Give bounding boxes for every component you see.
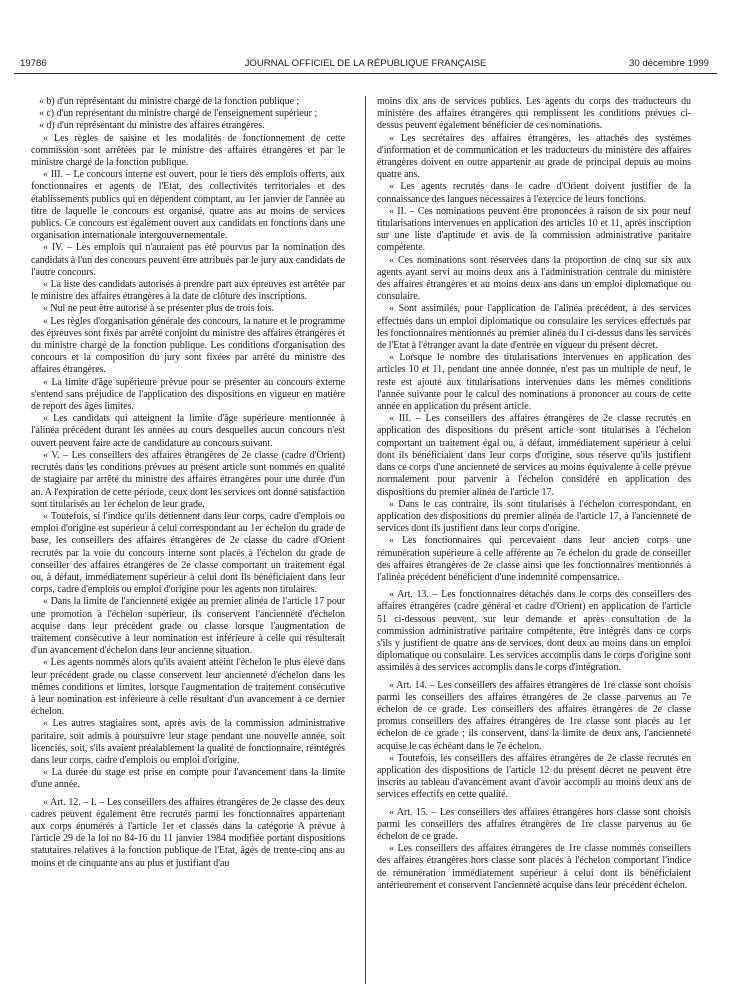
paragraph: « V. – Les conseillers des affaires étrangères de 2e classe (cadre d'Orient) recrutés dans les conditions prévues au présent article sont nommés en qualité de stagiaire par arrêté du ministre des affaires étrangères pour une durée d'un an. A l'expiration de cette période, ceux dont les services ont donné satisfaction sont titularisés au 1er échelon de leur grade. — [31, 449, 345, 510]
paragraph: « Les autres stagiaires sont, après avis de la commission administrative paritaire, soit admis à poursuivre leur stage pendant une nouvelle année, soit licenciés, soit, s'ils avaient préalablement la qualité de fonctionnaire, réintégrés dans leur corps, cadre d'emplois ou emploi d'origine. — [31, 718, 345, 766]
paragraph: « d) d'un représentant du ministre des affaires étrangères. — [39, 120, 265, 132]
paragraph: « Les règles de saisine et les modalités de fonctionnement de cette commission sont arrêtées par le ministre des affaires étrangères et par le ministre chargé de la fonction publique. — [31, 132, 345, 169]
paragraph: « Ces nominations sont réservées dans la proportion de cinq sur six aux agents ayant servi au moins deux ans à l'administration centrale du ministère des affaires étrangères et au moins deux ans dans un emploi diplomatique ou consulaire. — [377, 254, 691, 303]
paragraph: « Les conseillers des affaires étrangères de 1re classe nommés conseillers des affaires étrangères hors classe sont placés à l'échelon comportant l'indice de rémunération immédiatement supérieur à celui dont ils bénéficiaient antérieurement et conservent l'ancienneté acquise dans leur précédent échelon. — [377, 843, 691, 891]
paragraph: « Les candidats qui atteignent la limite d'âge supérieure mentionnée à l'alinéa précédent durant les années au cours desquelles aucun concours n'est ouvert peuvent faire acte de candidature au concours suivant. — [31, 413, 345, 449]
left-column — [31, 96, 345, 984]
paragraph: « Nul ne peut être autorisé à se présenter plus de trois fois. — [43, 303, 274, 315]
paragraph: « IV. – Les emplois qui n'auraient pas été pourvus par la nomination des candidats à l'un des concours peuvent être attribués par le jury aux candidats de l'autre concours. — [31, 242, 345, 278]
paragraph: « c) d'un représentant du ministre chargé de l'enseignement supérieur ; — [39, 108, 318, 120]
column-divider — [365, 96, 366, 984]
paragraph: « II. – Ces nominations peuvent être prononcées à raison de six pour neuf titularisations intervenues en application des articles 10 et 11, après inscription sur une liste d'aptitude et avis de la commission administrative paritaire compétente. — [377, 205, 691, 254]
paragraph: « Les règles d'organisation générale des concours, la nature et le programme des épreuves sont fixés par arrêté conjoint du ministre des affaires étrangères et du ministre chargé de la fonction publique. Les conditions d'organisation des concours et la composition du jury sont fixées par arrêté du ministre des affaires étrangères. — [31, 315, 345, 376]
header-rule — [14, 73, 717, 74]
paragraph: « III. – Le concours interne est ouvert, pour le tiers des emplois offerts, aux fonctionnaires et agents de l'Etat, des collectivités territoriales et des établissements publics qui en dépendent comptant, au 1er janvier de l'année au titre de laquelle le concours est organisé, quatre ans au moins de services publics. Ce concours est également ouvert aux candidats en fonctions dans une organisation internationale intergouvernementale. — [31, 169, 345, 242]
right-column — [377, 96, 691, 984]
paragraph: « La limite d'âge supérieure prévue pour se présenter au concours externe s'entend sans préjudice de l'application des dispositions en vigueur en matière de report des âges limites. — [31, 376, 345, 413]
page-number: 19786 — [20, 58, 47, 69]
page-header — [12, 58, 719, 72]
paragraph: « Art. 14. – Les conseillers des affaires étrangères de 1re classe sont choisis parmi les conseillers des affaires étrangères de 2e classe parvenus au 7e échelon de ce grade. Les conseillers des affaires étrangères de 2e classe promus conseillers des affaires étrangères de 1re classe sont placés au 1er échelon de ce grade ; ils conservent, dans la limite de deux ans, l'ancienneté acquise le cas échéant dans le 7e échelon. — [377, 679, 691, 752]
paragraph: « Sont assimilés, pour l'application de l'alinéa précédent, à des services effectués dans un emploi diplomatique ou consulaire les services effectués par les fonctionnaires mentionnés au premier alinéa du I ci-dessus dans les services de l'Etat à l'étranger avant la date d'entrée en vigueur du présent décret. — [377, 303, 691, 352]
paragraph: « Les agents recrutés dans le cadre d'Orient doivent justifier de la connaissance des langues nécessaires à l'exercice de leurs fonctions. — [377, 181, 691, 205]
paragraph: « Les agents nommés alors qu'ils avaient atteint l'échelon le plus élevé dans leur précédent grade ou classe conservent leur ancienneté d'échelon dans les mêmes conditions et limites, lorsque l'augmentation de traitement consécutive à leur nomination est inférieure à celle résultant d'un avancement à ce dernier échelon. — [31, 657, 345, 718]
paragraph: « Toutefois, les conseillers des affaires étrangères de 2e classe recrutés en application des dispositions de l'article 12 du présent décret ne peuvent être inscrits au tableau d'avancement avant d'avoir accompli au moins deux ans de services effectifs en cette qualité. — [377, 752, 691, 801]
paragraph: « Les secrétaires des affaires étrangères, les attachés des systèmes d'information et de communication et les traducteurs du ministère des affaires étrangères doivent en outre appartenir au grade de principal depuis au moins quatre ans. — [377, 132, 691, 181]
paragraph: « III. – Les conseillers des affaires étrangères de 2e classe recrutés en application des dispositions du présent article sont titularisés à l'échelon comportant un traitement égal ou, à défaut, immédiatement supérieur à celui dont ils bénéficiaient dans leur corps d'origine, sous réserve qu'ils justifient dans ce corps d'une ancienneté de services au moins équivalente à celle prévue normalement pour parvenir à l'échelon considéré en application des dispositions du premier alinéa de l'article 17. — [377, 413, 691, 498]
paragraph: « Art. 12. – I. – Les conseillers des affaires étrangères de 2e classe des deux cadres peuvent également être recrutés parmi les fonctionnaires appartenant aux corps énumérés à l'article 1er et classés dans la catégorie A prévue à l'article 29 de la loi no 84-16 du 11 janvier 1984 modifiée portant dispositions statutaires relatives à la fonction publique de l'Etat, âgés de trente-cinq ans au moins et de cinquante ans au plus et justifiant d'au — [31, 796, 345, 869]
paragraph: « Dans le cas contraire, ils sont titularisés à l'échelon correspondant, en application des dispositions du premier alinéa de l'article 17, à l'ancienneté de services dont ils justifient dans leur corps d'origine. — [377, 498, 691, 535]
issue-date: 30 décembre 1999 — [628, 58, 709, 69]
paragraph: « La liste des candidats autorisés à prendre part aux épreuves est arrêtée par le ministre des affaires étrangères à la date de clôture des inscriptions. — [31, 279, 345, 303]
paragraph: « Lorsque le nombre des titularisations intervenues en application des articles 10 et 11, pendant une année donnée, n'est pas un multiple de neuf, le reste est ajouté aux titularisations intervenues dans les mêmes conditions l'année suivante pour le calcul des nominations à prononcer au cours de cette année en application du présent article. — [377, 352, 691, 413]
paragraph: « Les fonctionnaires qui percevaient dans leur ancien corps une rémunération supérieure à celle afférente au 7e échelon du grade de conseiller des affaires étrangères de 2e classe ainsi que les fonctionnaires mentionnés à l'alinéa précédent bénéficient d'une indemnité compensatrice. — [377, 535, 691, 583]
paragraph: « Art. 15. – Les conseillers des affaires étrangères hors classe sont choisis parmi les conseillers des affaires étrangères de 1re classe parvenus au 6e échelon de ce grade. — [377, 806, 691, 842]
paragraph: « b) d'un représentant du ministre chargé de la fonction publique ; — [39, 96, 300, 107]
paragraph: moins dix ans de services publics. Les agents du corps des traducteurs du ministère des affaires étrangères qui remplissent les conditions prévues ci-dessus peuvent également bénéficier de ces nominations. — [377, 96, 691, 132]
journal-title: JOURNAL OFFICIEL DE LA RÉPUBLIQUE FRANÇAISE — [244, 58, 487, 69]
paragraph: « La durée du stage est prise en compte pour l'avancement dans la limite d'une année. — [31, 767, 345, 791]
paragraph: « Art. 13. – Les fonctionnaires détachés dans le corps des conseillers des affaires étrangères (cadre général et cadre d'Orient) en application de l'article 51 ci-dessous peuvent, sur leur demande et après consultation de la commission administrative paritaire compétente, être intégrés dans ce corps s'ils y justifient de quatre ans de services, dont deux au moins dans un emploi diplomatique ou consulaire. Les services accomplis dans le corps d'origine sont assimilés à des services accomplis dans le corps d'intégration. — [377, 589, 691, 674]
paragraph: « Toutefois, si l'indice qu'ils détiennent dans leur corps, cadre d'emplois ou emploi d'origine est supérieur à celui correspondant au 1er échelon du grade de base, les conseillers des affaires étrangères de 2e classe du cadre d'Orient recrutés par la voie du concours interne sont placés à l'échelon du grade de conseiller des affaires étrangères de 2e classe comportant un traitement égal ou, à défaut, immédiatement supérieur à celui dont ils bénéficiaient dans leur corps, cadre d'emplois ou emploi d'origine pour les agents non titulaires. — [31, 510, 345, 596]
paragraph: « Dans la limite de l'ancienneté exigée au premier alinéa de l'article 17 pour une promotion à l'échelon supérieur, ils conservent l'ancienneté d'échelon acquise dans leur précédent grade ou classe lorsque l'augmentation de traitement consécutive à leur nomination est inférieure à celle qui résulterait d'un avancement d'échelon dans leur ancienne situation. — [31, 596, 345, 657]
